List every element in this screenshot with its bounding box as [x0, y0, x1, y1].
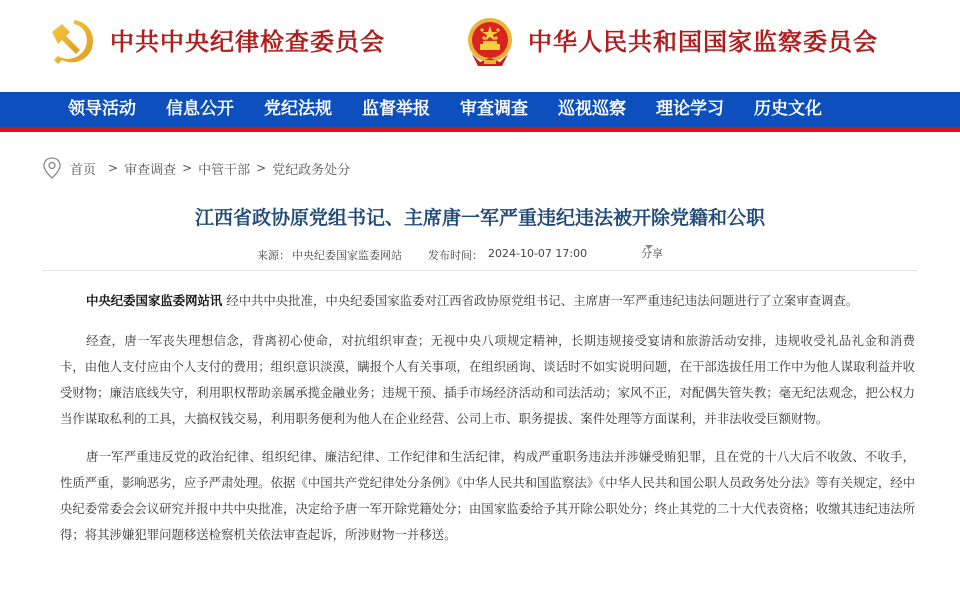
article-body — [60, 288, 915, 560]
source-label: 来源： — [257, 249, 290, 262]
article-meta — [0, 247, 960, 265]
ccdi-brand[interactable] — [44, 14, 385, 70]
nav-item-history[interactable]: 历史文化 — [754, 99, 822, 119]
nav-items — [68, 92, 822, 127]
party-emblem-icon — [44, 14, 100, 70]
nav-item-report[interactable]: 监督举报 — [362, 99, 430, 119]
header-divider — [42, 270, 918, 271]
main-nav — [0, 92, 960, 127]
nav-item-inspection[interactable]: 巡视巡察 — [558, 99, 626, 119]
source-value: 中央纪委国家监委网站 — [292, 249, 402, 262]
share-label: 分享 — [641, 247, 663, 260]
lead-paragraph — [60, 288, 915, 314]
location-pin-icon — [42, 156, 62, 180]
nav-red-stripe — [0, 127, 960, 132]
national-emblem-icon — [462, 14, 518, 70]
ccdi-title: 中共中央纪律检查委员会 — [110, 27, 385, 56]
nav-item-regulations[interactable]: 党纪法规 — [264, 99, 332, 119]
chevron-down-icon — [645, 245, 653, 249]
nav-item-leadership[interactable]: 领导活动 — [68, 99, 136, 119]
breadcrumb-separator: > — [182, 161, 193, 175]
breadcrumb-home[interactable]: 首页 — [70, 162, 97, 178]
breadcrumb-central-cadres[interactable]: 中管干部 — [198, 162, 251, 178]
nsc-brand[interactable] — [462, 14, 878, 70]
nsc-title: 中华人民共和国国家监察委员会 — [528, 27, 878, 56]
breadcrumb-separator: > — [108, 161, 119, 175]
paragraph-decision: 唐一军严重违反党的政治纪律、组织纪律、廉洁纪律、工作纪律和生活纪律，构成严重职务违法并涉嫌受贿犯罪，且在党的十八大后不收敛、不收手，性质严重，影响恶劣，应予严肃处理。依据《中国共产党纪律处分条例》《中华人民共和国监察法》《中华人民共和国公职人员政务处分法》等有关规定，经中央纪委常委会会议研究并报中共中央批准，决定给予唐一军开除党籍处分；由国家监委给予其开除公职处分；终止其党的二十大代表资格；收缴其违纪违法所得；将其涉嫌犯罪问题移送检察机关依法审查起诉，所涉财物一并移送。 — [60, 449, 915, 542]
breadcrumb-separator: > — [256, 161, 267, 175]
time-label: 发布时间： — [428, 249, 483, 262]
breadcrumb-investigation[interactable]: 审查调查 — [124, 162, 177, 178]
nav-item-theory[interactable]: 理论学习 — [656, 99, 724, 119]
article-title: 江西省政协原党组书记、主席唐一军严重违纪违法被开除党籍和公职 — [194, 207, 765, 229]
lead-source: 中央纪委国家监委网站讯 — [86, 293, 223, 308]
nav-item-information[interactable]: 信息公开 — [166, 99, 234, 119]
breadcrumb — [42, 156, 350, 180]
breadcrumb-disciplinary-sanctions[interactable]: 党纪政务处分 — [272, 162, 351, 178]
site-header — [0, 0, 960, 92]
publish-time: 2024-10-07 17:00 — [488, 247, 588, 260]
lead-text: 经中共中央批准，中央纪委国家监委对江西省政协原党组书记、主席唐一军严重违纪违法问题进行了立案审查调查。 — [222, 293, 859, 308]
paragraph-findings: 经查，唐一军丧失理想信念，背离初心使命，对抗组织审查；无视中央八项规定精神，长期违规接受宴请和旅游活动安排，违规收受礼品礼金和消费卡，由他人支付应由个人支付的费用；组织意识淡漠，瞒报个人有关事项，在组织函询、谈话时不如实说明问题，在干部选拔任用工作中为他人谋取利益并收受财物；廉洁底线失守，利用职权帮助亲属承揽金融业务；违规干预、插手市场经济活动和司法活动；家风不正，对配偶失管失教；毫无纪法观念，把公权力当作谋取私利的工具，大搞权钱交易，利用职务便利为他人在企业经营、公司上市、职务提拔、案件处理等方面谋利，并非法收受巨额财物。 — [60, 333, 915, 426]
nav-item-investigation[interactable]: 审查调查 — [460, 99, 528, 119]
